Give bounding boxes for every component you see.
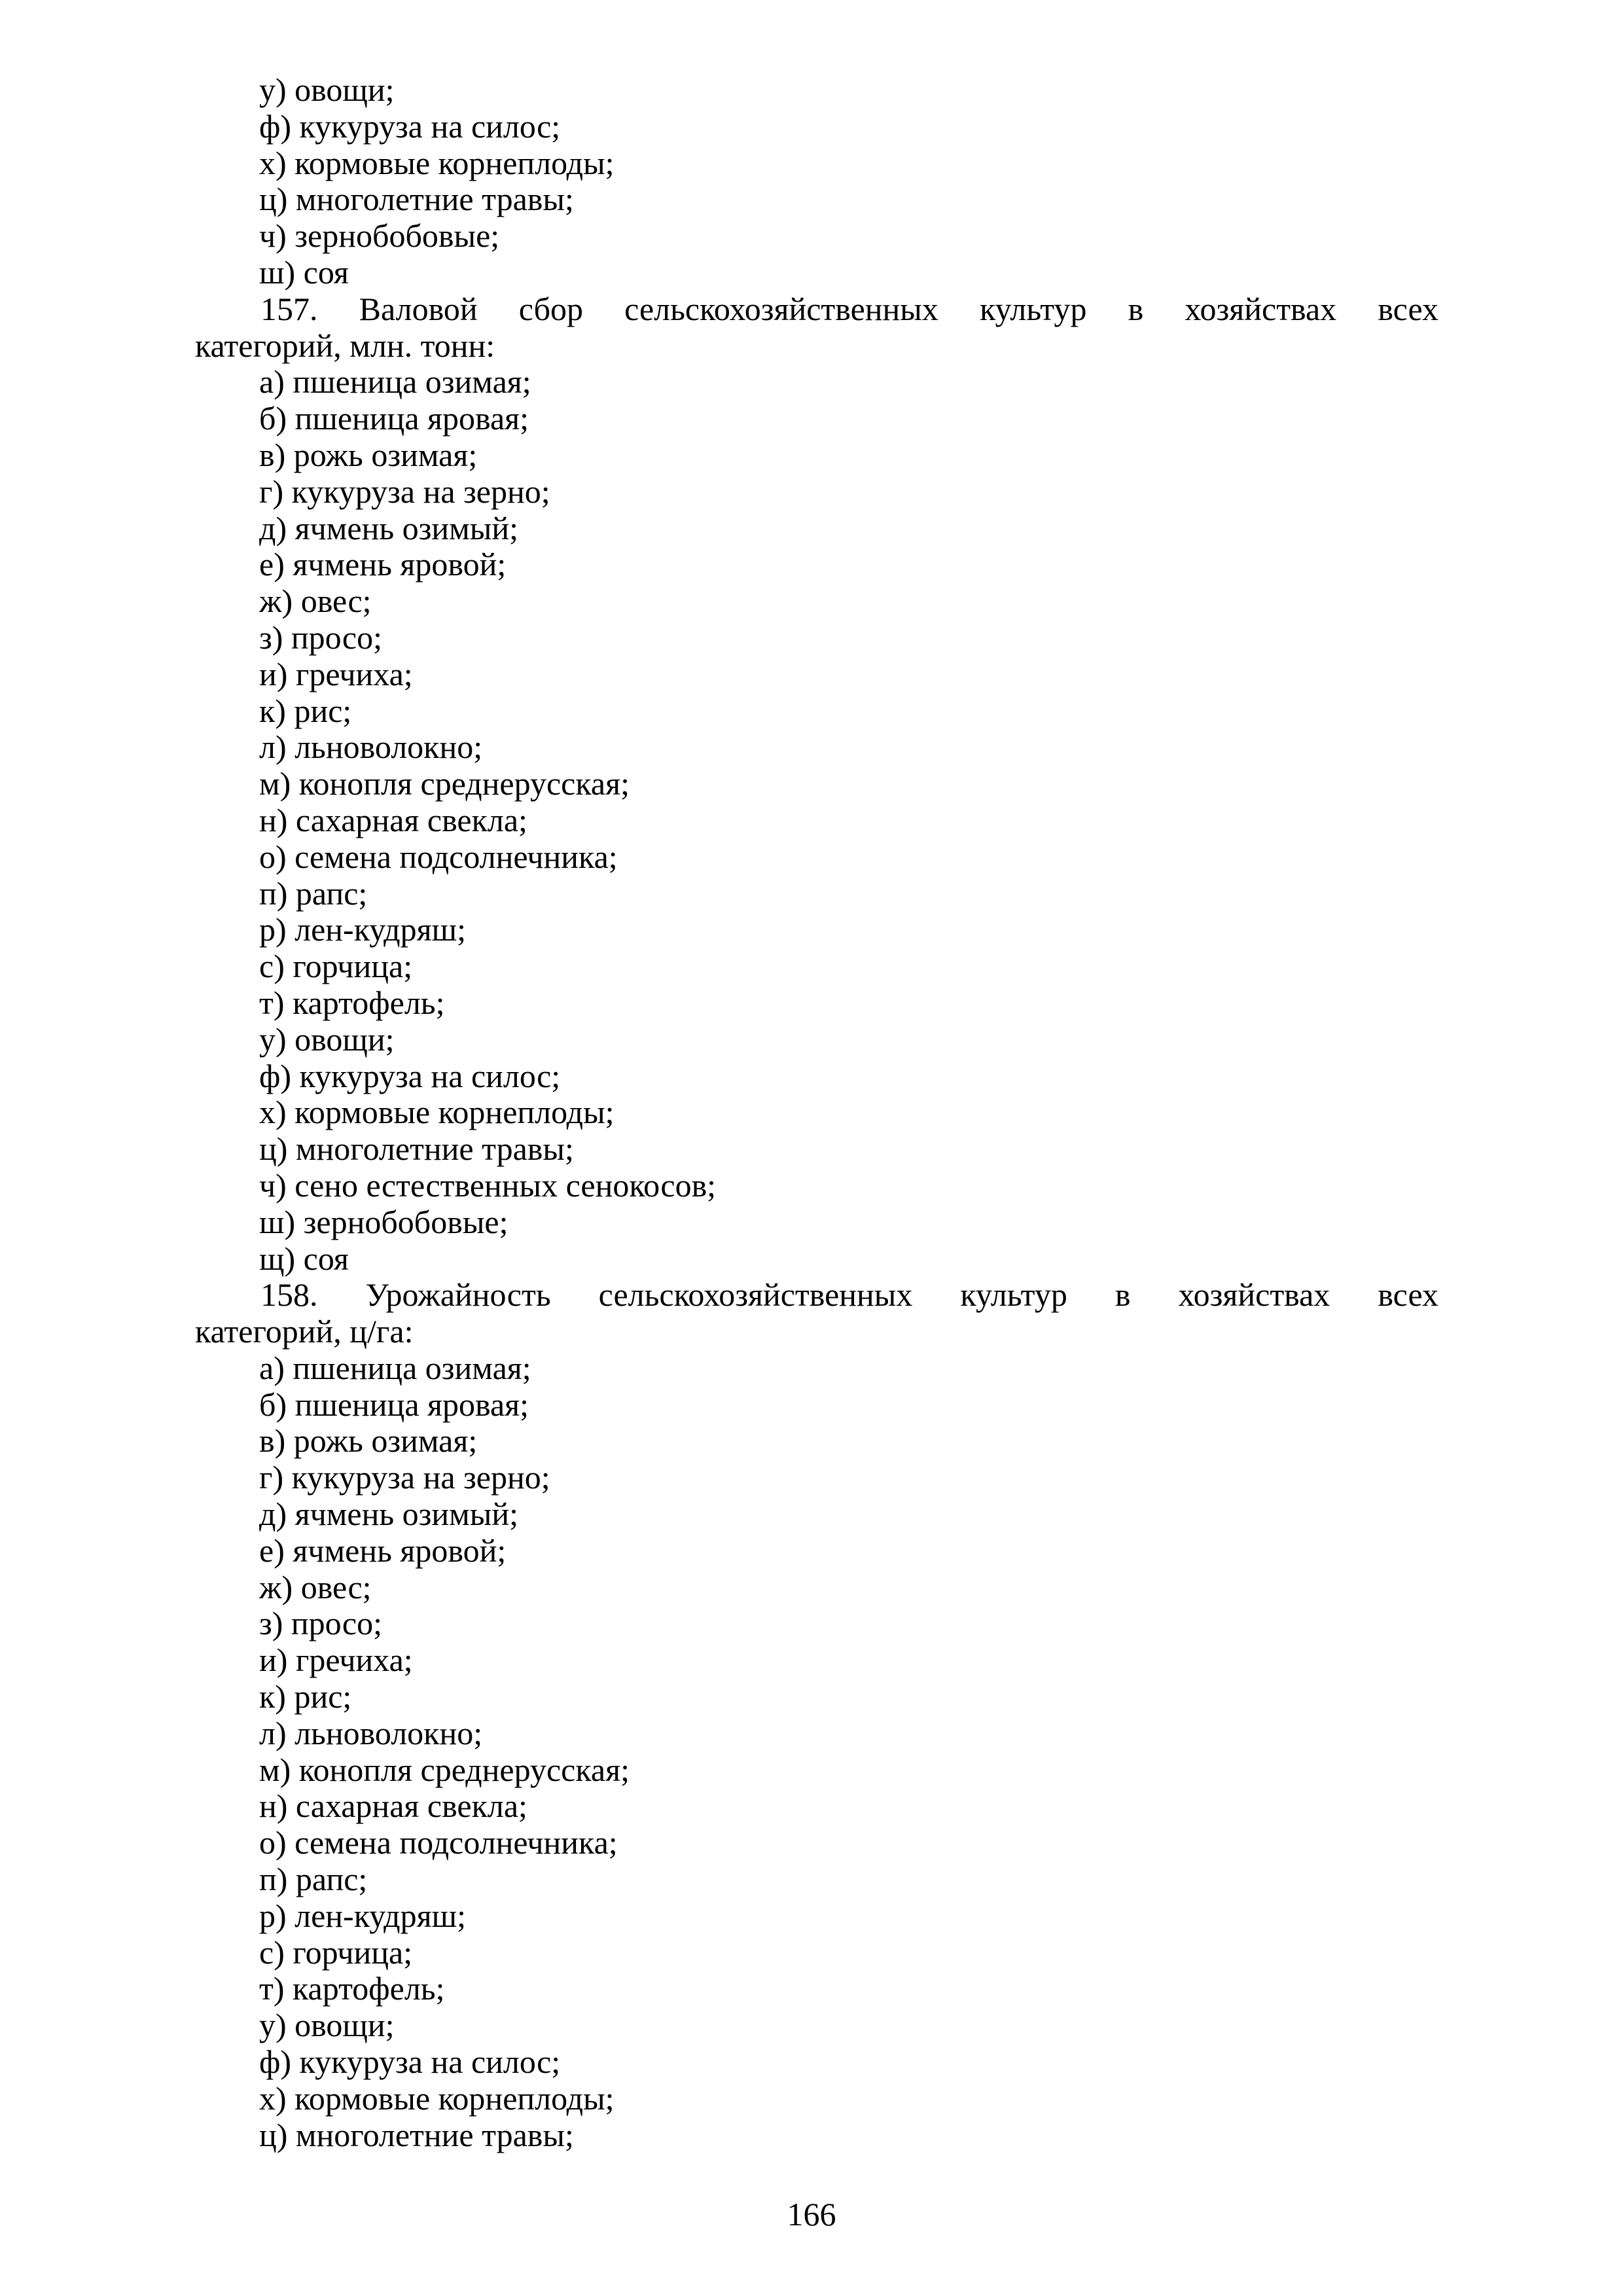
list-item: с) горчица;: [259, 1933, 413, 1971]
list-item: в) рожь озимая;: [259, 436, 478, 473]
section-158-heading: 158. Урожайность сельскохозяйственных культур в хозяйствах всех: [260, 1276, 1438, 1314]
list-item: к) рис;: [259, 1678, 352, 1715]
list-item: с) горчица;: [259, 948, 413, 985]
page-number: 166: [787, 2196, 836, 2233]
list-item: е) ячмень яровой;: [259, 1532, 507, 1569]
list-item: х) кормовые корнеплоды;: [259, 2079, 615, 2117]
list-item: г) кукуруза на зерно;: [259, 473, 550, 510]
list-item: т) картофель;: [259, 984, 445, 1021]
list-item: ц) многолетние травы;: [259, 181, 574, 218]
list-item: п) рапс;: [259, 874, 368, 912]
list-item: ч) сено естественных сенокосов;: [259, 1166, 717, 1204]
list-item: н) сахарная свекла;: [259, 801, 527, 838]
list-item: в) рожь озимая;: [259, 1422, 478, 1460]
list-item: н) сахарная свекла;: [259, 1787, 527, 1825]
list-item: а) пшеница озимая;: [259, 1349, 531, 1386]
section-157-heading: 157. Валовой сбор сельскохозяйственных культур в хозяйствах всех: [260, 290, 1438, 327]
list-item: щ) соя: [259, 1240, 349, 1277]
list-item: у) овощи;: [259, 1020, 395, 1058]
section-157: [195, 291, 1438, 1278]
list-item: ф) кукуруза на силос;: [259, 2043, 561, 2081]
list-item: б) пшеница яровая;: [259, 1386, 529, 1423]
list-item: и) гречиха;: [259, 1641, 413, 1679]
list-item: л) льноволокно;: [259, 728, 483, 766]
list-item: м) конопля среднерусская;: [259, 765, 630, 802]
list-item: д) ячмень озимый;: [259, 509, 519, 547]
list-item: у) овощи;: [259, 71, 395, 108]
list-item: о) семена подсолнечника;: [259, 1824, 618, 1861]
list-item: ф) кукуруза на силос;: [259, 1057, 561, 1094]
list-item: у) овощи;: [259, 2007, 395, 2044]
list-item: е) ячмень яровой;: [259, 546, 507, 583]
list-item: г) кукуруза на зерно;: [259, 1459, 550, 1496]
list-item: ш) соя: [259, 253, 349, 291]
list-item: д) ячмень озимый;: [259, 1496, 519, 1533]
list-item: б) пшеница яровая;: [259, 400, 529, 437]
list-item: з) просо;: [259, 1605, 382, 1642]
list-item: л) льноволокно;: [259, 1714, 483, 1751]
list-item: п) рапс;: [259, 1861, 368, 1898]
list-item: т) картофель;: [259, 1970, 445, 2007]
section-158-heading-cont: категорий, ц/га:: [195, 1313, 414, 1350]
list-item: ч) зернобобовые;: [259, 217, 500, 255]
list-item: к) рис;: [259, 692, 352, 729]
list-item: з) просо;: [259, 619, 382, 656]
list-item: ш) зернобобовые;: [259, 1203, 508, 1240]
list-item: ж) овес;: [259, 1568, 372, 1605]
list-item: р) лен-кудряш;: [259, 911, 466, 948]
list-item: ф) кукуруза на силос;: [259, 107, 561, 145]
list-item: х) кормовые корнеплоды;: [259, 144, 615, 181]
list-item: о) семена подсолнечника;: [259, 838, 618, 875]
page-text: [195, 72, 1438, 2153]
section-157-heading-cont: категорий, млн. тонн:: [195, 327, 495, 364]
continued-list: [195, 72, 1438, 291]
list-item: а) пшеница озимая;: [259, 363, 531, 401]
list-item: м) конопля среднерусская;: [259, 1751, 630, 1788]
list-item: ц) многолетние травы;: [259, 2116, 574, 2153]
list-item: х) кормовые корнеплоды;: [259, 1094, 615, 1131]
list-item: ц) многолетние травы;: [259, 1130, 574, 1168]
list-item: и) гречиха;: [259, 655, 413, 692]
list-item: ж) овес;: [259, 583, 372, 620]
section-158: [195, 1277, 1438, 2153]
list-item: р) лен-кудряш;: [259, 1897, 466, 1934]
